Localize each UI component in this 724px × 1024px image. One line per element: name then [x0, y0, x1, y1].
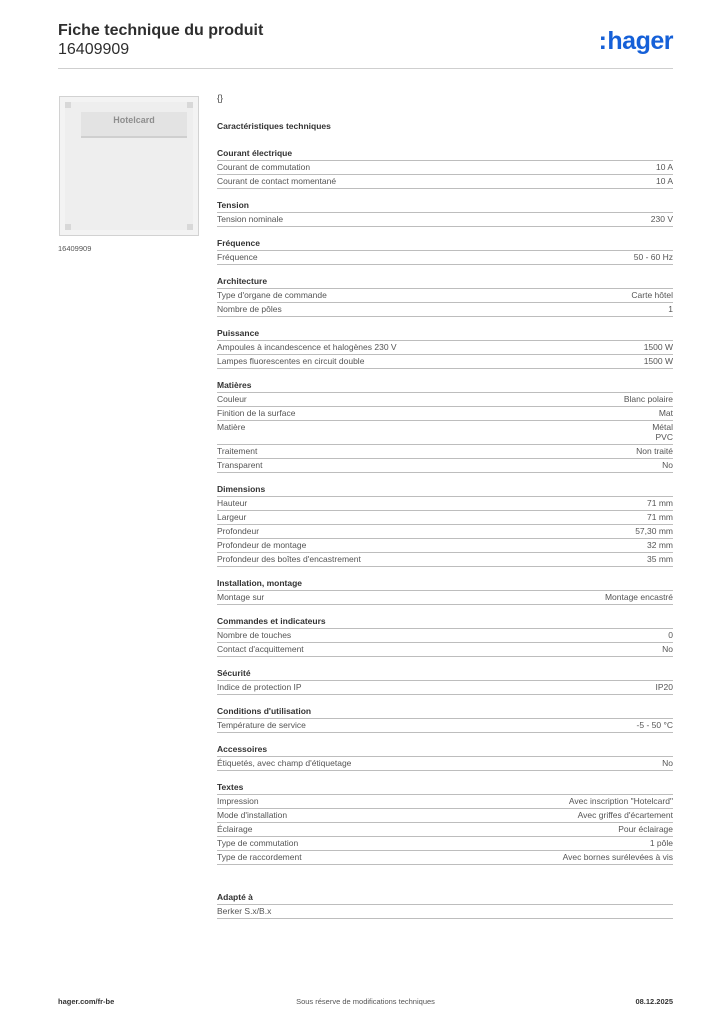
- spec-value: [636, 446, 673, 456]
- spec-row: [217, 628, 673, 642]
- spec-value-line: Avec bornes surélevées à vis: [562, 852, 673, 862]
- spec-row: [217, 808, 673, 822]
- spec-value: [656, 682, 674, 692]
- spec-value-line: 50 - 60 Hz: [633, 252, 673, 262]
- spec-label: Mode d'installation: [217, 810, 288, 820]
- spec-label: Couleur: [217, 394, 247, 404]
- spec-value-line: 10 A: [655, 176, 673, 186]
- spec-value-line: No: [662, 460, 673, 470]
- spec-value-line: 1500 W: [643, 342, 673, 352]
- spec-sections: [217, 147, 673, 919]
- spec-value-line: Avec inscription "Hotelcard": [568, 796, 673, 806]
- spec-row: [217, 458, 673, 472]
- spec-section: [217, 705, 673, 733]
- spec-row: [217, 496, 673, 510]
- product-code: 16409909: [58, 41, 130, 58]
- spec-value: [624, 394, 673, 404]
- section-bottom-rule: [217, 656, 673, 657]
- spec-section: [217, 379, 673, 473]
- spec-row: [217, 392, 673, 406]
- section-title: Commandes et indicateurs: [217, 616, 326, 626]
- spec-value-line: Non traité: [636, 446, 673, 456]
- spec-row: [217, 552, 673, 566]
- spec-label: Hauteur: [217, 498, 248, 508]
- spec-label: Éclairage: [217, 824, 253, 834]
- spec-label: Lampes fluorescentes en circuit double: [217, 356, 365, 366]
- spec-row: [217, 354, 673, 368]
- spec-value-line: Blanc polaire: [623, 394, 673, 404]
- section-bottom-rule: [217, 264, 673, 265]
- spec-row: [217, 718, 673, 732]
- spec-label: Tension nominale: [217, 214, 284, 224]
- section-bottom-rule: [217, 188, 673, 189]
- spec-row: [217, 822, 673, 836]
- spec-value: [563, 852, 673, 862]
- section-title: Conditions d'utilisation: [217, 706, 312, 716]
- spec-value: [631, 290, 673, 300]
- section-bottom-rule: [217, 226, 673, 227]
- spec-label: Nombre de pôles: [217, 304, 282, 314]
- logo-text: hager: [607, 27, 673, 55]
- spec-section: [217, 199, 673, 227]
- section-title: Puissance: [217, 328, 260, 338]
- spec-section: [217, 667, 673, 695]
- spec-heading: Caractéristiques techniques: [217, 121, 331, 131]
- spec-section: [217, 237, 673, 265]
- section-bottom-rule: [217, 694, 673, 695]
- spec-label: Type de commutation: [217, 838, 299, 848]
- spec-label: Montage sur: [217, 592, 265, 602]
- spec-section: [217, 483, 673, 567]
- spec-value-line: 1500 W: [643, 356, 673, 366]
- spec-value-line: IP20: [655, 682, 673, 692]
- hotelcard-slot: [81, 112, 187, 138]
- spec-label: Transparent: [217, 460, 263, 470]
- section-bottom-rule: [217, 604, 673, 605]
- spec-label: Profondeur: [217, 526, 260, 536]
- section-title: Architecture: [217, 276, 268, 286]
- section-bottom-rule: [217, 368, 673, 369]
- section-bottom-rule: [217, 566, 673, 567]
- spec-value-line: Avec griffes d'écartement: [577, 810, 673, 820]
- section-title: Dimensions: [217, 484, 266, 494]
- spec-value-line: Montage encastré: [604, 592, 673, 602]
- section-title: Textes: [217, 782, 244, 792]
- spec-value: [578, 810, 673, 820]
- spec-section: [217, 577, 673, 605]
- section-title: Fréquence: [217, 238, 260, 248]
- spec-row: [217, 212, 673, 226]
- spec-value: [634, 252, 673, 262]
- spec-label: Profondeur de montage: [217, 540, 307, 550]
- spec-value-line: PVC: [655, 432, 673, 442]
- spec-section: [217, 743, 673, 771]
- spec-value-line: -5 - 50 °C: [636, 720, 673, 730]
- spec-row: [217, 340, 673, 354]
- spec-value-line: 71 mm: [647, 512, 673, 522]
- page-title: Fiche technique du produit: [58, 22, 264, 39]
- section-title: Courant électrique: [217, 148, 293, 158]
- spec-label: Courant de contact momentané: [217, 176, 337, 186]
- spec-value: [659, 408, 673, 418]
- spec-value: [668, 304, 673, 314]
- spec-value: [662, 758, 673, 768]
- spec-row: [217, 302, 673, 316]
- spec-value-line: 57,30 mm: [635, 526, 673, 536]
- spec-label: Impression: [217, 796, 259, 806]
- spec-value: [662, 460, 673, 470]
- spec-label: Courant de commutation: [217, 162, 311, 172]
- spec-value: [647, 498, 673, 508]
- spec-value: [668, 630, 673, 640]
- spec-label: Type de raccordement: [217, 852, 302, 862]
- spec-row: [217, 406, 673, 420]
- spec-value: [644, 342, 673, 352]
- spec-label: Type d'organe de commande: [217, 290, 327, 300]
- spec-label: Indice de protection IP: [217, 682, 302, 692]
- spec-row: [217, 794, 673, 808]
- spec-row: [217, 756, 673, 770]
- spec-label: Nombre de touches: [217, 630, 292, 640]
- spec-value: [647, 540, 673, 550]
- spec-label: Profondeur des boîtes d'encastrement: [217, 554, 361, 564]
- footer-website: hager.com/fr-be: [58, 997, 115, 1006]
- spec-value: [656, 176, 673, 186]
- spec-value: [647, 554, 673, 564]
- spec-label: Température de service: [217, 720, 306, 730]
- spec-value: [650, 838, 673, 848]
- image-caption: 16409909: [58, 244, 92, 253]
- spec-value: [605, 592, 673, 602]
- footer-date: 08.12.2025: [635, 997, 673, 1006]
- spec-row: [217, 642, 673, 656]
- spec-label: Matière: [217, 422, 246, 432]
- spec-row: [217, 538, 673, 552]
- spec-section: [217, 147, 673, 189]
- spec-value-line: Pour éclairage: [618, 824, 673, 834]
- section-bottom-rule: [217, 472, 673, 473]
- spec-value: [637, 720, 673, 730]
- spec-value-line: 230 V: [650, 214, 673, 224]
- spec-value-line: No: [662, 644, 673, 654]
- section-title: Installation, montage: [217, 578, 303, 588]
- spec-label: Traitement: [217, 446, 258, 456]
- spec-section: [217, 781, 673, 865]
- spec-section: [217, 891, 673, 919]
- spec-row: [217, 524, 673, 538]
- spec-value: [644, 356, 673, 366]
- switch-plate-image: [65, 102, 193, 230]
- spec-section: [217, 275, 673, 317]
- spec-label: Fréquence: [217, 252, 258, 262]
- placeholder-braces: {}: [217, 93, 224, 103]
- spec-label: Largeur: [217, 512, 247, 522]
- spec-value-line: 10 A: [655, 162, 673, 172]
- spec-value: [569, 796, 673, 806]
- spec-label: Étiquetés, avec champ d'étiquetage: [217, 758, 352, 768]
- spec-row: [217, 160, 673, 174]
- product-image: [59, 96, 199, 236]
- spec-value-line: 32 mm: [647, 540, 673, 550]
- card-label: Hotelcard: [113, 115, 155, 125]
- section-title: Adapté à: [217, 892, 253, 902]
- section-title: Matières: [217, 380, 252, 390]
- section-bottom-rule: [217, 316, 673, 317]
- spec-section: [217, 615, 673, 657]
- spec-row: [217, 250, 673, 264]
- spec-value: [647, 512, 673, 522]
- spec-value: [656, 162, 673, 172]
- spec-value-line: Mat: [658, 408, 673, 418]
- section-bottom-rule: [217, 732, 673, 733]
- section-bottom-rule: [217, 864, 673, 865]
- spec-value-line: 35 mm: [647, 554, 673, 564]
- header-divider: [58, 68, 673, 69]
- spec-row: [217, 904, 673, 918]
- spec-row: [217, 850, 673, 864]
- spec-value-line: 0: [668, 630, 673, 640]
- spec-value-line: 71 mm: [647, 498, 673, 508]
- section-title: Accessoires: [217, 744, 268, 754]
- spec-row: [217, 510, 673, 524]
- spec-value: [652, 422, 673, 442]
- spec-value: [618, 824, 673, 834]
- spec-row: [217, 420, 673, 444]
- footer-disclaimer: Sous réserve de modifications techniques: [296, 997, 435, 1006]
- section-title: Tension: [217, 200, 249, 210]
- spec-label: Contact d'acquittement: [217, 644, 304, 654]
- spec-row: [217, 288, 673, 302]
- spec-row: [217, 444, 673, 458]
- spec-value: [635, 526, 673, 536]
- spec-value: [662, 644, 673, 654]
- spec-row: [217, 590, 673, 604]
- spec-row: [217, 174, 673, 188]
- spec-row: [217, 836, 673, 850]
- spec-label: Ampoules à incandescence et halogènes 230 V: [217, 342, 397, 352]
- spec-row: [217, 680, 673, 694]
- spec-value-line: Métal: [652, 422, 673, 432]
- spec-value-line: 1 pôle: [649, 838, 673, 848]
- spec-label: Berker S.x/B.x: [217, 906, 272, 916]
- spec-value: [651, 214, 673, 224]
- spec-label: Finition de la surface: [217, 408, 296, 418]
- spec-value-line: 1: [668, 304, 673, 314]
- page-header: [58, 21, 673, 67]
- section-bottom-rule: [217, 770, 673, 771]
- spec-value-line: No: [662, 758, 673, 768]
- hager-logo: :hager: [598, 27, 673, 55]
- section-title: Sécurité: [217, 668, 251, 678]
- spec-value-line: Carte hôtel: [631, 290, 673, 300]
- section-bottom-rule: [217, 918, 673, 919]
- spec-content: [217, 93, 673, 929]
- spec-section: [217, 327, 673, 369]
